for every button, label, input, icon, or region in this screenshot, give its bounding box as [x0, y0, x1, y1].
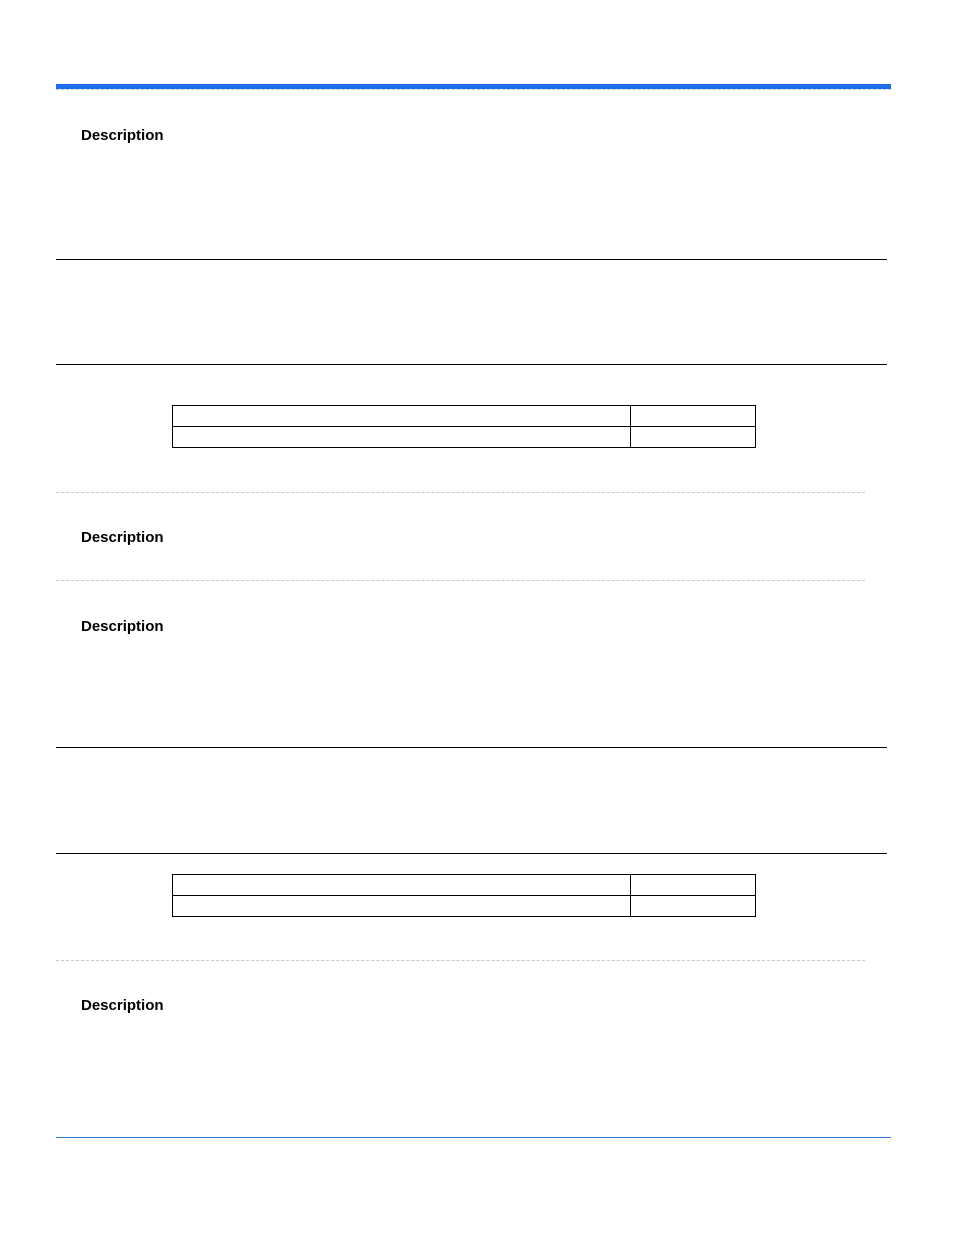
- section-divider: [56, 747, 887, 748]
- section-divider: [56, 259, 887, 260]
- table-cell: [631, 427, 756, 448]
- table-row: [173, 896, 756, 917]
- entry-separator: [56, 492, 865, 493]
- table-row: [173, 406, 756, 427]
- table-cell: [173, 406, 631, 427]
- section-divider: [56, 853, 887, 854]
- header-dashed-rule: [56, 89, 891, 90]
- entry-separator: [56, 580, 865, 581]
- footer-rule: [56, 1137, 891, 1138]
- table-cell: [173, 427, 631, 448]
- table-cell: [631, 406, 756, 427]
- section-heading-description-2: Description: [81, 529, 164, 546]
- section-heading-description-4: Description: [81, 997, 164, 1014]
- section-heading-description-3: Description: [81, 618, 164, 635]
- table-cell: [631, 875, 756, 896]
- table-cell: [631, 896, 756, 917]
- parameter-table-1: [172, 405, 756, 448]
- table-cell: [173, 896, 631, 917]
- table-row: [173, 875, 756, 896]
- table-cell: [173, 875, 631, 896]
- table-row: [173, 427, 756, 448]
- parameter-table-2: [172, 874, 756, 917]
- entry-separator: [56, 960, 865, 961]
- section-divider: [56, 364, 887, 365]
- section-heading-description-1: Description: [81, 127, 164, 144]
